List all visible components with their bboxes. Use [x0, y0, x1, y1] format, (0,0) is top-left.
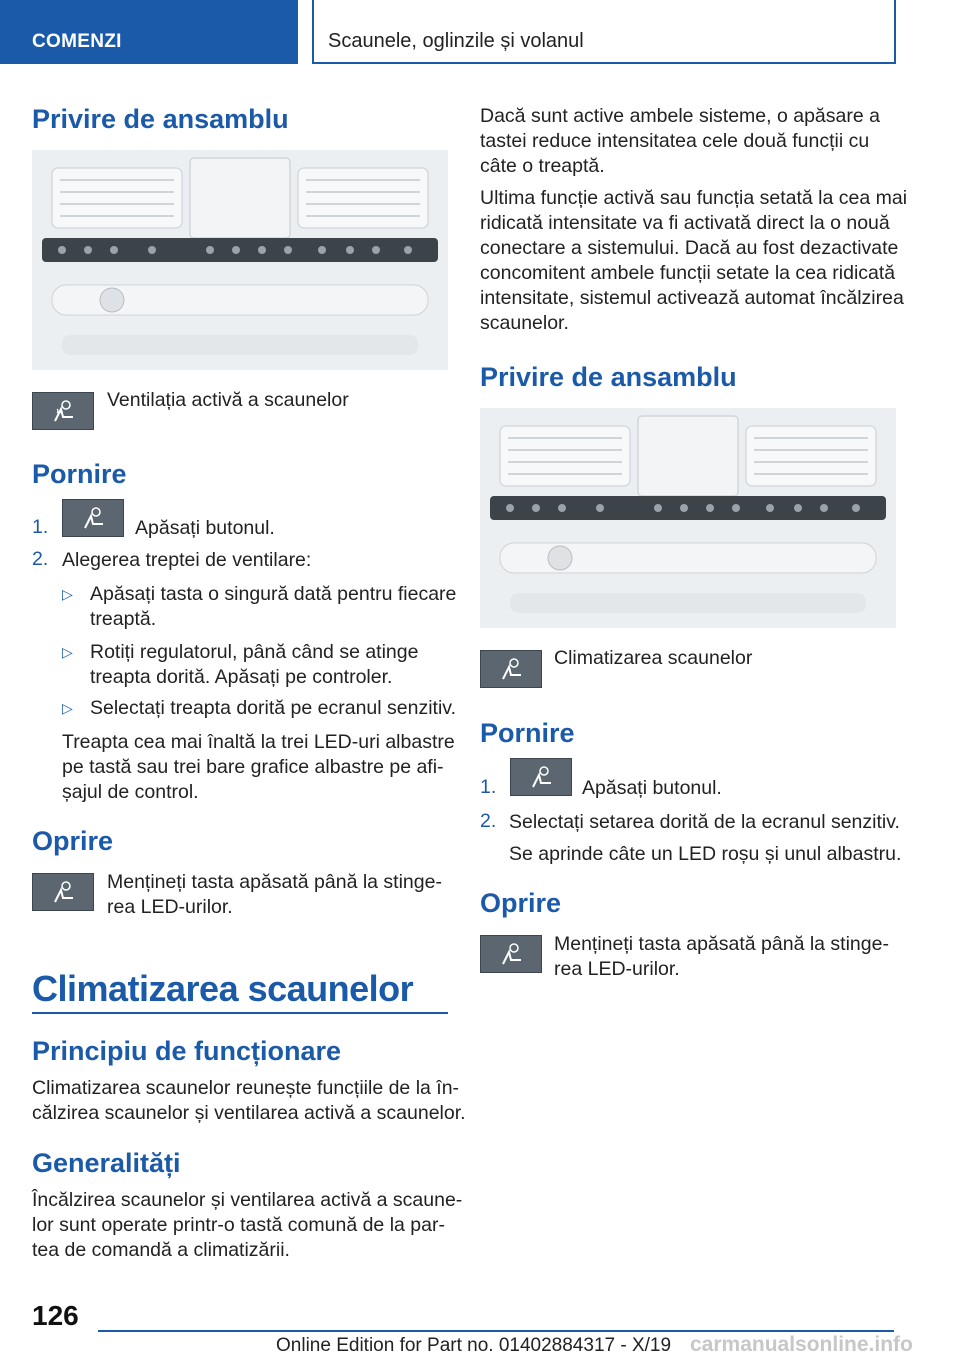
- stop-text-right-line2: rea LED-urilor.: [554, 958, 680, 980]
- para2-line6: scaunelor.: [480, 312, 569, 334]
- page-number: 126: [32, 1300, 79, 1331]
- overview-heading-right: Privire de ansamblu: [480, 362, 737, 392]
- step1-text-right: Apăsați butonul.: [582, 777, 722, 799]
- step1-number-left: 1.: [32, 516, 49, 538]
- clima-caption: Climatizarea scaunelor: [554, 647, 753, 669]
- bullet-2-line2: treapta dorită. Apăsați pe controler.: [90, 666, 393, 688]
- chapter-rule: [32, 1012, 448, 1014]
- step2-text-right: Selectați setarea dorită de la ecranul senzitiv.: [509, 811, 900, 833]
- seat-ventilation-icon: [32, 392, 94, 430]
- step2-text-left: Alegerea treptei de ventilare:: [62, 549, 312, 571]
- para2-line4: concomitent ambele funcții setate la cea ridicată: [480, 262, 896, 284]
- edition-text: Online Edition for Part no. 01402884317 - X/19: [276, 1335, 672, 1356]
- general-text-line1: Încălzirea scaunelor și ventilarea activă a scaune-: [32, 1189, 463, 1211]
- para2-line3: conectare a sistemului. Dacă au fost dezactivate: [480, 237, 899, 259]
- vent-caption: Ventilația activă a scaunelor: [107, 389, 349, 411]
- bullet-1-line1: Apăsați tasta o singură dată pentru fiecare: [90, 583, 457, 605]
- start-heading-right: Pornire: [480, 718, 575, 748]
- climate-panel-photo-left: [32, 150, 448, 370]
- general-text-line2: lor sunt operate printr-o tastă comună de la par-: [32, 1214, 445, 1236]
- section-tab: [0, 0, 298, 64]
- watermark: carmanualsonline.info: [690, 1333, 913, 1356]
- para1-line1: Dacă sunt active ambele sisteme, o apăsare a: [480, 105, 880, 127]
- led-note: Se aprinde câte un LED roșu și unul albastru.: [509, 843, 902, 865]
- chapter-title: Climatizarea scaunelor: [32, 968, 414, 1009]
- para2-line2: ridicată intensitate va fi activată direct la o nouă: [480, 212, 890, 234]
- para2-line5: intensitate, sistemul activează automat încălzirea: [480, 287, 904, 309]
- chapter-tab: [312, 0, 896, 64]
- para1-line2: tastei reduce intensitatea cele două funcții cu: [480, 130, 870, 152]
- seat-ventilation-icon: [32, 873, 94, 911]
- seat-climate-button-icon: [510, 758, 572, 796]
- general-text-line3: tea de comandă a climatizării.: [32, 1239, 290, 1261]
- max-note-line1: Treapta cea mai înaltă la trei LED-uri albastre: [62, 731, 455, 753]
- climate-panel-photo-right: [480, 408, 896, 628]
- chapter-label: Scaunele, oglinzile și volanul: [328, 30, 584, 52]
- para1-line3: câte o treaptă.: [480, 155, 605, 177]
- stop-text-left-line2: rea LED-urilor.: [107, 896, 233, 918]
- bullet-2-line1: Rotiți regulatorul, până când se atinge: [90, 641, 419, 663]
- principle-text-line1: Climatizarea scaunelor reunește funcțiile de la în-: [32, 1077, 460, 1099]
- principle-text-line2: călzirea scaunelor și ventilarea activă a scaunelor.: [32, 1102, 466, 1124]
- stop-heading-left: Oprire: [32, 826, 114, 856]
- start-heading-left: Pornire: [32, 459, 127, 489]
- max-note-line2: pe tastă sau trei bare grafice albastre pe afi-: [62, 756, 444, 778]
- bullet-triangle-icon: ▷: [62, 586, 73, 602]
- step2-number-left: 2.: [32, 548, 49, 570]
- stop-text-left-line1: Mențineți tasta apăsată până la stinge-: [107, 871, 442, 893]
- bullet-triangle-icon: ▷: [62, 700, 73, 716]
- max-note-line3: șajul de control.: [62, 781, 199, 803]
- footer-rule: [98, 1330, 894, 1332]
- seat-climate-icon: [480, 935, 542, 973]
- step1-number-right: 1.: [480, 776, 497, 798]
- bullet-1-line2: treaptă.: [90, 608, 157, 630]
- stop-heading-right: Oprire: [480, 888, 562, 918]
- section-label: COMENZI: [32, 31, 122, 52]
- principle-heading: Principiu de funcționare: [32, 1036, 342, 1066]
- seat-climate-icon: [480, 650, 542, 688]
- step2-number-right: 2.: [480, 810, 497, 832]
- bullet-3: Selectați treapta dorită pe ecranul senzitiv.: [90, 697, 457, 719]
- overview-heading-left: Privire de ansamblu: [32, 104, 289, 134]
- stop-text-right-line1: Mențineți tasta apăsată până la stinge-: [554, 933, 889, 955]
- general-heading: Generalități: [32, 1148, 181, 1178]
- seat-ventilation-button-icon: [62, 499, 124, 537]
- step1-text-left: Apăsați butonul.: [135, 517, 275, 539]
- para2-line1: Ultima funcție activă sau funcția setată la cea mai: [480, 187, 908, 209]
- bullet-triangle-icon: ▷: [62, 644, 73, 660]
